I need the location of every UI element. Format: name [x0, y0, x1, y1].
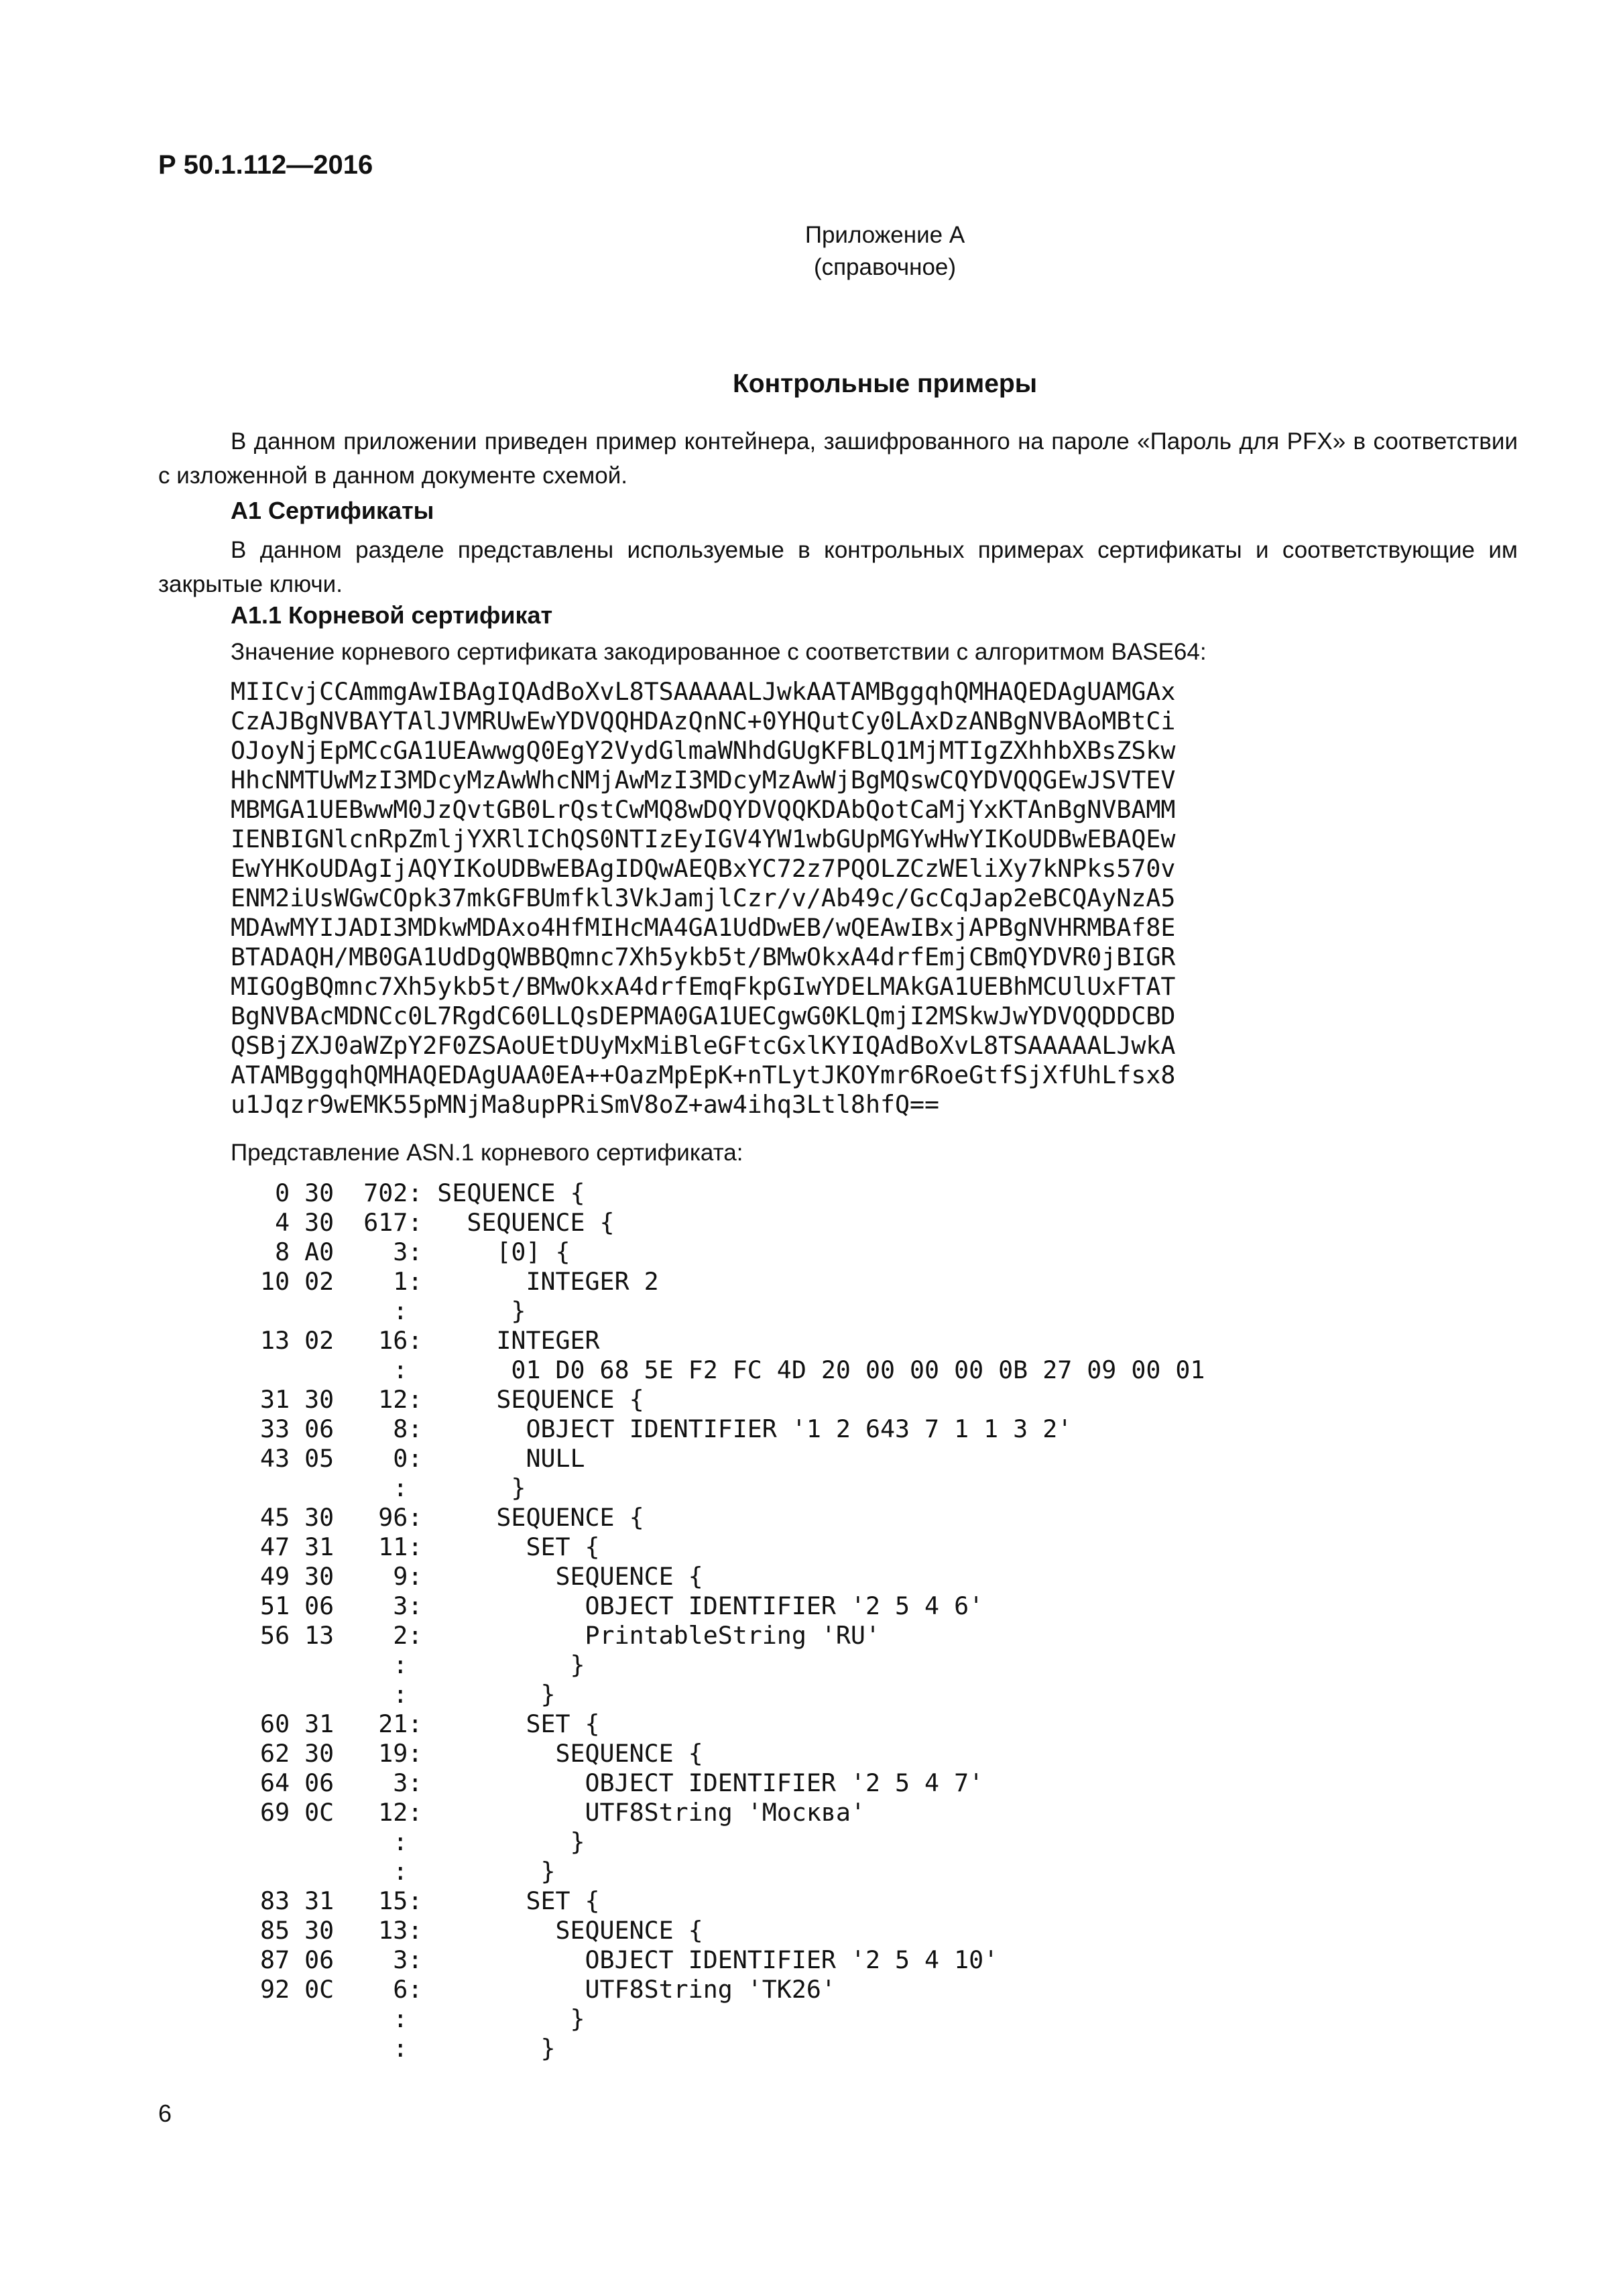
standard-code: Р 50.1.112—2016 — [158, 150, 373, 180]
asn1-structure-block — [231, 1179, 1205, 2063]
asn1-line: 8 A0 3: [0] { — [231, 1237, 570, 1266]
asn1-line: 64 06 3: OBJECT IDENTIFIER '2 5 4 7' — [231, 1768, 984, 1797]
asn1-line: 62 30 19: SEQUENCE { — [231, 1739, 703, 1768]
annex-label: Приложение А — [804, 222, 965, 248]
asn1-line: : } — [231, 1296, 526, 1325]
base64-line: IENBIGNlcnRpZmljYXRlIChQS0NTIzEyIGV4YW1wbGUpMGYwHwYIKoUDBwEBAQEw — [231, 825, 1176, 853]
base64-line: MBMGA1UEBwwM0JzQvtGB0LrQstCwMQ8wDQYDVQQKDAbQotCaMjYxKTAnBgNVBAMM — [231, 795, 1176, 824]
base64-line: HhcNMTUwMzI3MDcyMzAwWhcNMjAwMzI3MDcyMzAwWjBgMQswCQYDVQQGEwJSVTEV — [231, 766, 1176, 794]
section-a1-1-heading: А1.1 Корневой сертификат — [231, 601, 553, 629]
asn1-line: 4 30 617: SEQUENCE { — [231, 1208, 615, 1237]
asn1-line: 33 06 8: OBJECT IDENTIFIER '1 2 643 7 1 1 3 2' — [231, 1414, 1073, 1443]
asn1-line: : } — [231, 1473, 526, 1502]
asn1-line: 69 0C 12: UTF8String 'Москва' — [231, 1798, 865, 1827]
asn1-line: 87 06 3: OBJECT IDENTIFIER '2 5 4 10' — [231, 1945, 999, 1974]
base64-line: QSBjZXJ0aWZpY2F0ZSAoUEtDUyMxMiBleGFtcGxlKYIQAdBoXvL8TSAAAAALJwkA — [231, 1031, 1176, 1060]
asn1-line: 13 02 16: INTEGER — [231, 1326, 600, 1355]
page-title: Контрольные примеры — [732, 369, 1038, 398]
asn-intro: Представление ASN.1 корневого сертификата: — [231, 1140, 743, 1166]
asn1-line: 31 30 12: SEQUENCE { — [231, 1385, 644, 1414]
base64-line: MDAwMYIJADI3MDkwMDAxo4HfMIHcMA4GA1UdDwEB/wQEAwIBxjAPBgNVHRMBAf8E — [231, 913, 1176, 942]
asn1-line: 45 30 96: SEQUENCE { — [231, 1503, 644, 1532]
page-number: 6 — [158, 2100, 172, 2127]
base64-line: MIICvjCCAmmgAwIBAgIQAdBoXvL8TSAAAAALJwkAATAMBggqhQMHAQEDAgUAMGAx — [231, 677, 1176, 706]
asn1-line: 10 02 1: INTEGER 2 — [231, 1267, 659, 1296]
asn1-line: : } — [231, 2004, 585, 2033]
section-a1-heading: А1 Сертификаты — [231, 497, 434, 524]
asn1-line: : } — [231, 2034, 556, 2063]
asn1-line: 51 06 3: OBJECT IDENTIFIER '2 5 4 6' — [231, 1591, 984, 1620]
intro-paragraph: В данном приложении приведен пример контейнера, зашифрованного на пароле «Пароль для PFX» в соответствии с изложенной в данном документе схемой. — [158, 428, 1518, 489]
base64-line: BgNVBAcMDNCc0L7RgdC60LLQsDEPMA0GA1UECgwG0KLQmjI2MSkwJwYDVQQDDCBD — [231, 1002, 1176, 1030]
asn1-line: 60 31 21: SET { — [231, 1709, 600, 1738]
asn1-line: 0 30 702: SEQUENCE { — [231, 1179, 585, 1207]
asn1-line: 92 0C 6: UTF8String 'ТК26' — [231, 1975, 836, 2004]
asn1-line: : } — [231, 1650, 585, 1679]
asn1-line: 83 31 15: SET { — [231, 1886, 600, 1915]
base64-line: EwYHKoUDAgIjAQYIKoUDBwEBAgIDQwAEQBxYC72z7PQOLZCzWEliXy7kNPks570v — [231, 854, 1176, 883]
asn1-line: : 01 D0 68 5E F2 FC 4D 20 00 00 00 0B 27 09 00 01 — [231, 1355, 1205, 1384]
base64-line: MIGOgBQmnc7Xh5ykb5t/BMwOkxA4drfEmqFkpGIwYDELMAkGA1UEBhMCUlUxFTAT — [231, 972, 1176, 1001]
base64-line: u1Jqzr9wEMK55pMNjMa8upPRiSmV8oZ+aw4ihq3Ltl8hfQ== — [231, 1090, 940, 1119]
asn1-line: 47 31 11: SET { — [231, 1532, 600, 1561]
base64-line: ENM2iUsWGwCOpk37mkGFBUmfkl3VkJamjlCzr/v/Ab49c/GcCqJap2eBCQAyNzA5 — [231, 884, 1176, 912]
base64-line: OJoyNjEpMCcGA1UEAwwgQ0EgY2VydGlmaWNhdGUgKFBLQ1MjMTIgZXhhbXBsZSkw — [231, 736, 1176, 765]
asn1-line: : } — [231, 1827, 585, 1856]
annex-type: (справочное) — [813, 254, 957, 280]
section-a1-text: В данном разделе представлены используемые в контрольных примерах сертификаты и соответствующие им закрытые ключи. — [158, 537, 1518, 597]
base64-line: BTADAQH/MB0GA1UdDgQWBBQmnc7Xh5ykb5t/BMwOkxA4drfEmjCBmQYDVR0jBIGR — [231, 943, 1176, 971]
asn1-line: 49 30 9: SEQUENCE { — [231, 1562, 703, 1591]
base64-intro: Значение корневого сертификата закодированное с соответствии с алгоритмом BASE64: — [231, 639, 1207, 665]
asn1-line: 85 30 13: SEQUENCE { — [231, 1916, 703, 1945]
asn1-line: : } — [231, 1680, 556, 1709]
asn1-line: 56 13 2: PrintableString 'RU' — [231, 1621, 880, 1650]
asn1-line: 43 05 0: NULL — [231, 1444, 585, 1473]
base64-line: CzAJBgNVBAYTAlJVMRUwEwYDVQQHDAzQnNC+0YHQutCy0LAxDzANBgNVBAoMBtCi — [231, 707, 1176, 735]
asn1-line: : } — [231, 1857, 556, 1886]
base64-certificate-block — [231, 677, 1175, 1120]
base64-line: ATAMBggqhQMHAQEDAgUAA0EA++OazMpEpK+nTLytJKOYmr6RoeGtfSjXfUhLfsx8 — [231, 1061, 1176, 1089]
